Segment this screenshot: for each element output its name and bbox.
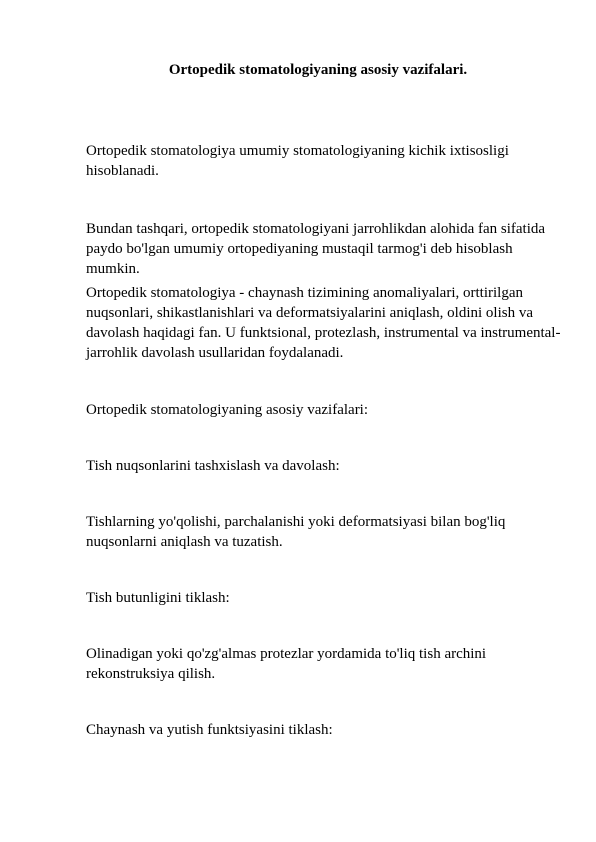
paragraph-tasks-heading: Ortopedik stomatologiyaning asosiy vazifalari: (86, 402, 369, 418)
paragraph-integrity-text: Olinadigan yoki qo'zg'almas protezlar yordamida to'liq tish archini rekonstruksiya qilish. (86, 646, 487, 682)
paragraph-diagnosis-text: Tishlarning yo'qolishi, parchalanishi yoki deformatsiyasi bilan bog'liq nuqsonlarni aniqlash va tuzatish. (86, 514, 506, 550)
paragraph-branch: Bundan tashqari, ortopedik stomatologiyani jarrohlikdan alohida fan sifatida paydo bo'lgan umumiy ortopediyaning mustaqil tarmog'i deb hisoblash mumkin. (86, 221, 546, 277)
page-title: Ortopedik stomatologiyaning asosiy vazifalari. (168, 62, 468, 78)
paragraph-chewing-heading: Chaynash va yutish funktsiyasini tiklash: (86, 722, 333, 738)
paragraph-diagnosis-heading: Tish nuqsonlarini tashxislash va davolash: (86, 458, 340, 474)
paragraph-integrity-heading: Tish butunligini tiklash: (86, 590, 230, 606)
paragraph-definition: Ortopedik stomatologiya umumiy stomatologiyaning kichik ixtisosligi hisoblanadi. (86, 143, 509, 179)
paragraph-science: Ortopedik stomatologiya - chaynash tizimining anomaliyalari, orttirilgan nuqsonlari, shikastlanishlari va deformatsiyalarini aniqlash, oldini olish va davolash haqidagi fan. U funktsional, protezlash, instrumental va instrumental-jarrohlik davolash usullaridan foydalanadi. (86, 285, 561, 361)
